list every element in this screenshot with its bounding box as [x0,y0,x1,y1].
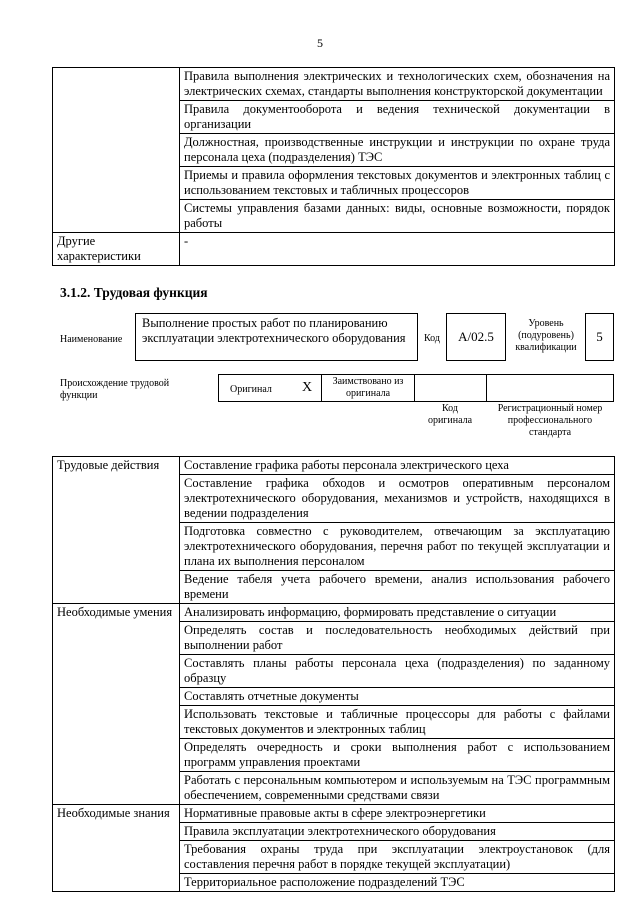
table-row [53,457,615,475]
function-name-box [135,313,418,361]
table-cell: Требования охраны труда при эксплуатации электроустановок (для составления перечня работ в порядке текущей эксплуатации) [180,841,615,874]
table-cell: Определять очередность и сроки выполнения работ с использованием программ управления проектами [180,739,615,772]
page-number: 5 [317,36,323,50]
labor-actions-label: Трудовые действия [53,457,180,604]
table-cell: Использовать текстовые и табличные процессоры для работы с файлами текстовых документов и электронных таблиц [180,706,615,739]
labor-function-table [52,456,615,892]
table-row [53,604,615,622]
skills-label: Необходимые умения [53,604,180,805]
table-cell: Определять состав и последовательность необходимых действий при выполнении работ [180,622,615,655]
table-cell: Составление графика работы персонала электрического цеха [180,457,615,475]
table-cell: Системы управления базами данных: виды, основные возможности, порядок работы [180,200,615,233]
code-value: A/02.5 [458,329,494,344]
table-cell: Составлять планы работы персонала цеха (подразделения) по заданному образцу [180,655,615,688]
divider [486,374,487,402]
table-cell: Правила документооборота и ведения технической документации в организации [180,101,615,134]
table-cell: Подготовка совместно с руководителем, отвечающим за эксплуатацию электротехнического оборудования, перечня работ по текущей эксплуатации и плана их выполнения персоналом [180,523,615,571]
knowledge-label: Необходимые знания [53,805,180,892]
original-mark: X [302,380,313,395]
table-cell: Составление графика обходов и осмотров оперативным персоналом электротехнического оборудования, механизмов и устройств, находящихся в ведении подразделения [180,475,615,523]
origin-box [218,374,614,402]
level-value: 5 [596,329,603,344]
reg-number-caption: Регистрационный номер профессионального стандарта [497,403,603,438]
name-label: Наименование [60,334,123,345]
knowledge-continuation-table [52,67,615,266]
section-heading: 3.1.2. Трудовая функция [60,285,208,300]
other-characteristics-label: Другие характеристики [53,233,180,266]
table-cell: Должностная, производственные инструкции и инструкции по охране труда персонала цеха (подразделения) ТЭС [180,134,615,167]
table-cell: Составлять отчетные документы [180,688,615,706]
code-caption: Код оригинала [427,403,473,426]
table-cell: Нормативные правовые акты в сфере электроэнергетики [180,805,615,823]
divider [414,374,415,402]
table-row [53,233,615,266]
table-cell: Правила выполнения электрических и технологических схем, обозначения на электрических схемах, стандарты выполнения конструкторской документации [180,68,615,101]
table-row [53,805,615,823]
table-cell: Работать с персональным компьютером и используемым на ТЭС программным обеспечением, современными средствами связи [180,772,615,805]
table-cell: Ведение табеля учета рабочего времени, анализ использования рабочего времени [180,571,615,604]
table-cell: Правила эксплуатации электротехнического оборудования [180,823,615,841]
level-box [585,313,614,361]
table-cell: Приемы и правила оформления текстовых документов и электронных таблиц с использованием текстовых и табличных процессоров [180,167,615,200]
empty-label-cell [53,68,180,233]
original-label: Оригинал [230,384,272,395]
code-label: Код [424,333,440,344]
table-cell: Территориальное расположение подразделений ТЭС [180,874,615,892]
table-cell: Анализировать информацию, формировать представление о ситуации [180,604,615,622]
level-label: Уровень (подуровень) квалификации [515,318,577,353]
table-row [53,68,615,101]
other-characteristics-value: - [180,233,615,266]
function-name-value: Выполнение простых работ по планированию эксплуатации электротехнического оборудования [142,316,406,345]
borrowed-label: Заимствовано из оригинала [332,376,404,399]
origin-label: Происхождение трудовой функции [60,378,170,401]
code-box [446,313,506,361]
